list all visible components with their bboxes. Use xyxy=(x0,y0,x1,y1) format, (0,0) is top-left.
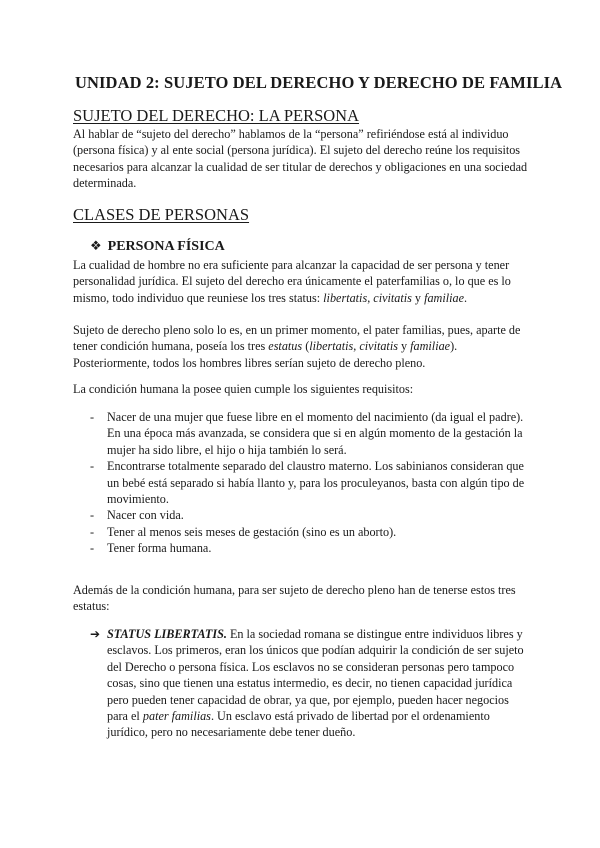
italic-term: familiae xyxy=(424,290,465,305)
italic-term: civitatis xyxy=(359,339,398,354)
paragraph-cualidad xyxy=(73,257,533,306)
list-item-text: Tener forma humana. xyxy=(107,541,212,556)
paragraph-text: ). Posteriormente, todos los hombres libres serían sujeto de derecho pleno. xyxy=(73,339,458,370)
paragraph-sujeto-pleno xyxy=(73,322,533,371)
list-item xyxy=(90,507,532,523)
italic-term: estatus xyxy=(268,339,303,354)
status-text: En la sociedad romana se distingue entre individuos libres y esclavos. Los primeros, eran los únicos que podían adquirir la condición de ser sujeto del Derecho o persona física. Los esclavos no se consideran personas pero tampoco cosas, sino que tienen una estatus intermedio, es decir, no tienen capacidad jurídica pero pueden tener capacidad de obrar, ya que, por ejemplo, pueden hacer negocios para el xyxy=(107,627,524,724)
list-item xyxy=(90,458,532,507)
italic-term: civitatis xyxy=(373,290,412,305)
italic-term: libertatis xyxy=(323,290,368,305)
list-item xyxy=(90,540,532,556)
paragraph-text: La cualidad de hombre no era suficiente para alcanzar la capacidad de ser persona y tener personalidad jurídica. El sujeto del derecho era únicamente el paterfamilias o, lo que es lo mismo, todo individuo que reuniese los tres status: xyxy=(73,258,511,305)
italic-term: libertatis xyxy=(309,339,354,354)
intro-paragraph: Al hablar de “sujeto del derecho” hablamos de la “persona” refiriéndose está al individuo (persona física) y al ente social (persona jurídica). El sujeto del derecho reúne los requisitos necesarios para alcanzar la cualidad de ser titular de derechos y obligaciones en una sociedad determinada. xyxy=(73,127,528,191)
diamond-bullet-icon: ❖ xyxy=(90,238,102,253)
list-item-text: Nacer de una mujer que fuese libre en el momento del nacimiento (da igual el padre). En una época más avanzada, se considera que si en algún momento de la gestación la mujer ha sido libre, el hijo o hija también lo será. xyxy=(107,410,524,457)
status-lead: STATUS LIBERTATIS. xyxy=(107,627,227,641)
unit-title: UNIDAD 2: SUJETO DEL DERECHO Y DERECHO DE FAMILIA xyxy=(75,73,563,92)
dash-bullet: - xyxy=(90,459,95,474)
separator: y xyxy=(397,339,411,354)
italic-term: familiae xyxy=(410,339,451,354)
paragraph-text: Sujeto de derecho pleno solo lo es, en un primer momento, el pater familias, pues, aparte de tener condición humana, poseía los tres xyxy=(73,323,521,354)
italic-term: pater familias xyxy=(142,709,211,724)
dash-bullet: - xyxy=(90,541,95,556)
arrow-bullet-icon: ➔ xyxy=(90,627,101,641)
separator: , xyxy=(367,290,374,305)
section-heading-clases: CLASES DE PERSONAS xyxy=(73,205,250,224)
list-item xyxy=(90,409,532,458)
subheading-text: PERSONA FÍSICA xyxy=(107,239,225,254)
dash-bullet: - xyxy=(90,508,95,523)
list-item xyxy=(90,524,532,540)
list-item-text: Tener al menos seis meses de gestación (sino es un aborto). xyxy=(107,524,397,539)
dash-bullet: - xyxy=(90,410,95,424)
dash-bullet: - xyxy=(90,524,95,539)
requirements-list xyxy=(90,409,532,557)
separator: , xyxy=(353,339,360,354)
list-item-text: Nacer con vida. xyxy=(107,508,184,523)
separator: ( xyxy=(302,339,310,354)
section-heading-sujeto: SUJETO DEL DERECHO: LA PERSONA xyxy=(73,106,360,125)
separator: y xyxy=(411,290,425,305)
status-text: . Un esclavo está privado de libertad por el ordenamiento jurídico, pero no necesariamente debe tener dueño. xyxy=(107,709,490,740)
separator: . xyxy=(464,290,468,305)
paragraph-estatus: Además de la condición humana, para ser sujeto de derecho pleno han de tenerse estos tres estatus: xyxy=(73,583,516,614)
status-libertatis-item xyxy=(90,626,532,741)
subheading-persona-fisica xyxy=(90,238,225,255)
list-item-text: Encontrarse totalmente separado del claustro materno. Los sabinianos consideran que un bebé está separado si había llanto y, para los proculeyanos, basta con algún tipo de movimiento. xyxy=(107,459,525,507)
paragraph-condicion: La condición humana la posee quien cumple los siguientes requisitos: xyxy=(73,382,414,396)
